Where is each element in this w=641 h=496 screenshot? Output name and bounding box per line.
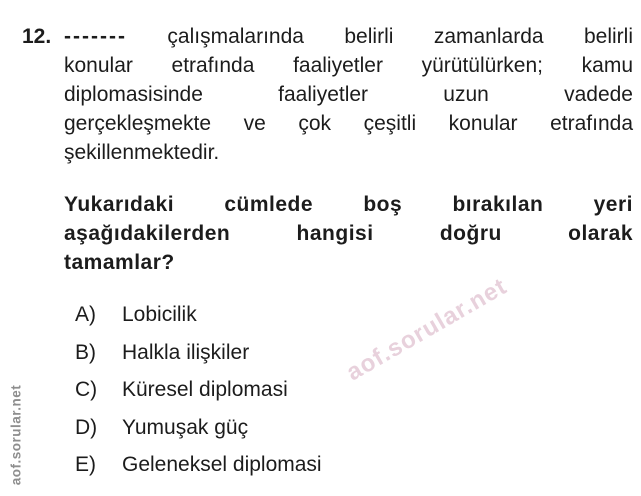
watermark-diagonal: aof.sorular.net bbox=[341, 272, 512, 387]
question-line-4: gerçekleşmekte ve çok çeşitli konular etrafında bbox=[64, 112, 633, 135]
options-list bbox=[75, 300, 322, 488]
option-e bbox=[75, 450, 322, 479]
option-a-text: Lobicilik bbox=[122, 303, 197, 326]
option-a-letter: A) bbox=[75, 303, 96, 326]
option-b bbox=[75, 338, 322, 367]
question-line-1-text: çalışmalarında belirli zamanlarda belirli bbox=[167, 25, 633, 48]
question-number: 12. bbox=[22, 25, 52, 48]
option-d-text: Yumuşak güç bbox=[122, 415, 249, 439]
question-line-1 bbox=[64, 22, 633, 51]
question-line-3: diplomasisinde faaliyetler uzun vadede bbox=[64, 83, 633, 106]
question-prompt bbox=[64, 190, 633, 277]
blank-dashes: ------- bbox=[64, 25, 127, 48]
question-line-5: şekillenmektedir. bbox=[64, 141, 220, 164]
question-text bbox=[64, 22, 633, 167]
option-c-letter: C) bbox=[75, 378, 98, 401]
option-a bbox=[75, 300, 322, 329]
prompt-line-3: tamamlar? bbox=[64, 251, 175, 274]
option-c-text: Küresel diplomasi bbox=[122, 378, 288, 401]
prompt-line-2: aşağıdakilerden hangisi doğru olarak bbox=[64, 222, 633, 245]
option-b-letter: B) bbox=[75, 340, 96, 364]
question-line-2: konular etrafında faaliyetler yürütülürken; kamu bbox=[64, 54, 633, 77]
prompt-line-1: Yukarıdaki cümlede boş bırakılan yeri bbox=[64, 193, 633, 216]
option-e-text: Geleneksel diplomasi bbox=[122, 453, 322, 476]
option-d bbox=[75, 413, 322, 442]
option-b-text: Halkla ilişkiler bbox=[122, 340, 250, 364]
option-d-letter: D) bbox=[75, 415, 98, 439]
option-e-letter: E) bbox=[75, 453, 96, 476]
watermark-left-vertical: aof.sorular.net bbox=[8, 384, 24, 486]
option-c bbox=[75, 375, 322, 404]
